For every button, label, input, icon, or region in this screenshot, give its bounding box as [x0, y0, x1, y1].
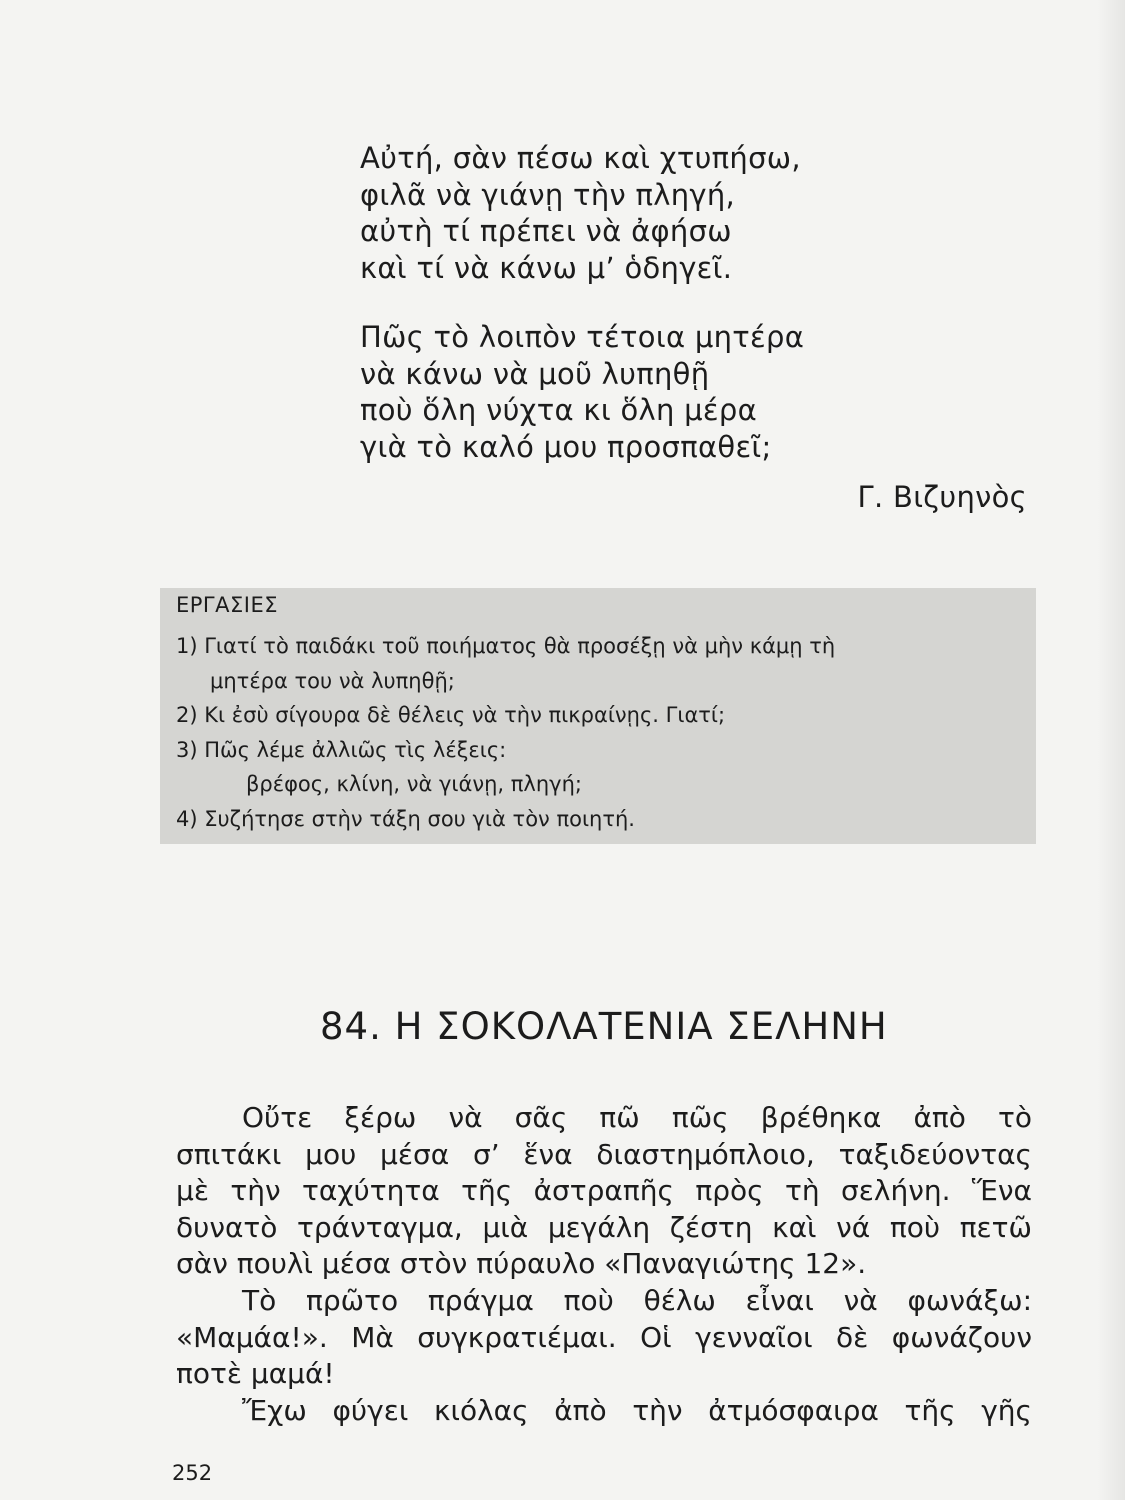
- text-line: δυνατὸ τράνταγμα, μιὰ μεγάλη ζέστη καὶ νά ποὺ πετῶ: [176, 1210, 1032, 1244]
- poem-stanza: [360, 319, 804, 465]
- text-line: σὰν πουλὶ μέσα στὸν πύραυλο «Παναγιώτης 12».: [176, 1247, 867, 1281]
- poem-line: γιὰ τὸ καλό μου προσπαθεῖ;: [360, 429, 772, 464]
- poem-line: αὐτὴ τί πρέπει νὰ ἀφήσω: [360, 214, 732, 248]
- poem: [360, 140, 804, 498]
- text-line: Τὸ πρῶτο πράγμα ποὺ θέλω εἶναι νὰ φωνάξω:: [242, 1283, 1032, 1317]
- poem-line: καὶ τί νὰ κάνω μ’ ὁδηγεῖ.: [360, 250, 733, 285]
- task-item: 4) Συζήτησε στὴν τάξη σου γιὰ τὸν ποιητή.: [176, 806, 635, 831]
- text-line: Οὔτε ξέρω νὰ σᾶς πῶ πῶς βρέθηκα ἀπὸ τὸ: [242, 1101, 1032, 1134]
- task-item: 1) Γιατί τὸ παιδάκι τοῦ ποιήματος θὰ προσέξῃ νὰ μὴν κάμῃ τὴ: [176, 634, 836, 658]
- task-item-continuation: μητέρα του νὰ λυπηθῇ;: [210, 668, 455, 693]
- text-line: μὲ τὴν ταχύτητα τῆς ἀστραπῆς πρὸς τὴ σελήνη. Ἕνα: [176, 1174, 1032, 1208]
- poem-line: ποὺ ὅλη νύχτα κι ὅλη μέρα: [360, 393, 758, 427]
- poem-author: Γ. Βιζυηνὸς: [857, 480, 1027, 514]
- text-line: «Μαμάα!». Μὰ συγκρατιέμαι. Οἱ γενναῖοι δὲ φωνάζουν: [176, 1320, 1032, 1354]
- page-number: 252: [172, 1461, 213, 1485]
- poem-line: Αὐτή, σὰν πέσω καὶ χτυπήσω,: [360, 141, 801, 175]
- chapter-text: [176, 1100, 1032, 1429]
- text-line: σπιτάκι μου μέσα σ’ ἕνα διαστημόπλοιο, ταξιδεύοντας: [176, 1137, 1032, 1171]
- task-item-continuation: βρέφος, κλίνη, νὰ γιάνῃ, πληγή;: [246, 772, 582, 796]
- chapter-title: 84. Η ΣΟΚΟΛΑΤΕΝΙΑ ΣΕΛΗΝΗ: [320, 1005, 888, 1048]
- tasks-title: ΕΡΓΑΣΙΕΣ: [176, 593, 278, 617]
- task-item: 2) Κι ἐσὺ σίγουρα δὲ θέλεις νὰ τὴν πικραίνῃς. Γιατί;: [176, 703, 726, 727]
- page-edge-shadow: [1097, 0, 1125, 1500]
- poem-line: φιλᾶ νὰ γιάνῃ τὴν πληγή,: [360, 177, 736, 212]
- tasks-list: [176, 629, 835, 836]
- task-item: 3) Πῶς λέμε ἀλλιῶς τὶς λέξεις:: [176, 737, 507, 762]
- text-line: ποτὲ μαμά!: [176, 1357, 335, 1391]
- text-line: Ἔχω φύγει κιόλας ἀπὸ τὴν ἀτμόσφαιρα τῆς γῆς: [242, 1393, 1032, 1427]
- poem-line: Πῶς τὸ λοιπὸν τέτοια μητέρα: [360, 320, 805, 354]
- poem-stanza: [360, 140, 804, 286]
- poem-line: νὰ κάνω νὰ μοῦ λυπηθῇ: [360, 356, 710, 391]
